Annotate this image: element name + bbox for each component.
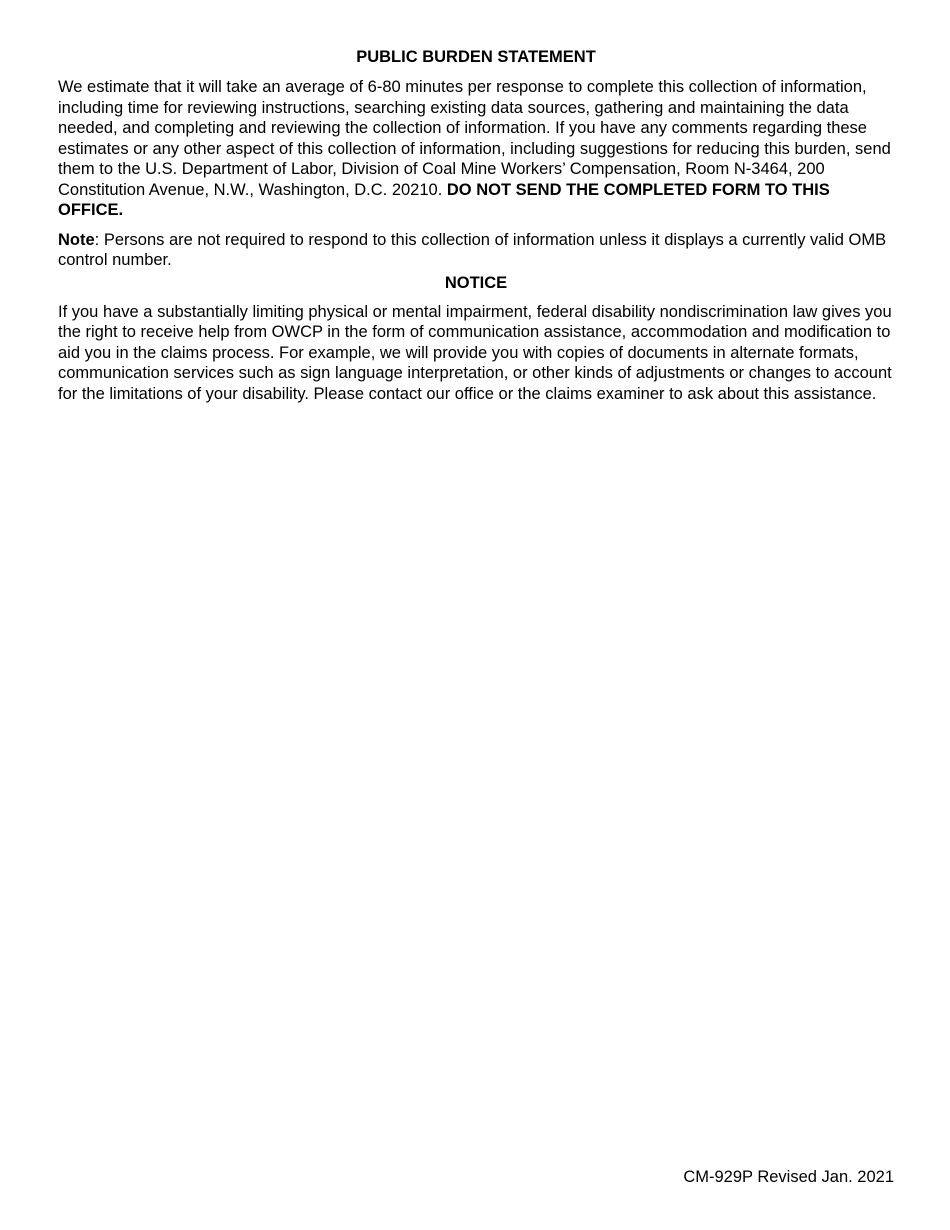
public-burden-heading: PUBLIC BURDEN STATEMENT	[356, 48, 596, 66]
form-revision-footer: CM-929P Revised Jan. 2021	[683, 1168, 894, 1186]
public-burden-paragraph	[58, 77, 894, 221]
note-text: : Persons are not required to respond to this collection of information unless it displays a currently valid OMB control number.	[58, 230, 887, 269]
document-page	[58, 46, 894, 404]
public-burden-text: We estimate that it will take an average of 6-80 minutes per response to complete this collection of information, including time for reviewing instructions, searching existing data sources, gathering and maintaining the data needed, and completing and reviewing the collection of information. If you have any comments regarding these estimates or any other aspect of this collection of information, including suggestions for reducing this burden, send them to the U.S. Department of Labor, Division of Coal Mine Workers’ Compensation, Room N-3464, 200 Constitution Avenue, N.W., Washington, D.C. 20210.	[58, 78, 891, 199]
notice-heading: NOTICE	[444, 273, 508, 292]
note-label: Note	[58, 230, 95, 249]
omb-note-paragraph	[58, 230, 894, 271]
do-not-send-warning: DO NOT SEND THE COMPLETED FORM TO THIS OFFICE.	[58, 180, 830, 219]
notice-paragraph: If you have a substantially limiting physical or mental impairment, federal disability nondiscrimination law gives you the right to receive help from OWCP in the form of communication assistance, accommodation and modification to aid you in the claims process. For example, we will provide you with copies of documents in alternate formats, communication services such as sign language interpretation, or other kinds of adjustments or changes to account for the limitations of your disability. Please contact our office or the claims examiner to ask about this assistance.	[58, 302, 892, 403]
